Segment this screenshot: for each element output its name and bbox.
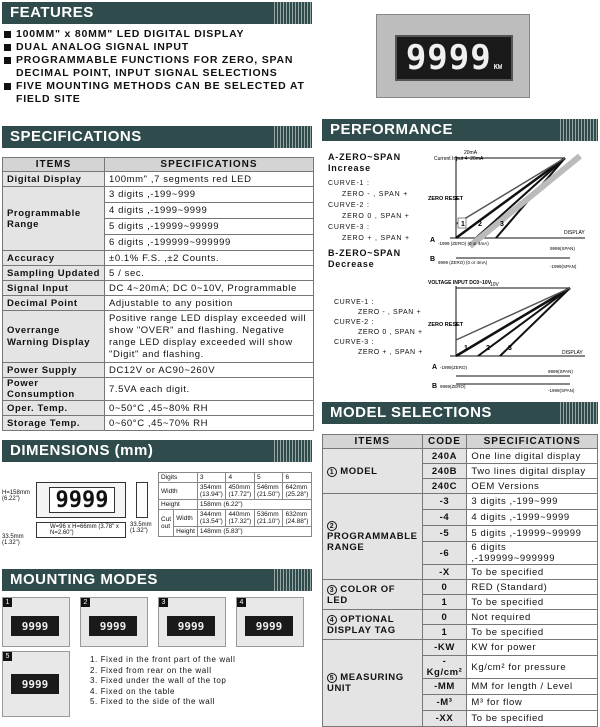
dim-cut-height-label: Height — [174, 527, 198, 537]
mounting-mode-4 — [236, 597, 304, 647]
curve-text: CURVE-3 : — [328, 224, 370, 231]
model-spec: KW for power — [467, 640, 598, 656]
model-spec: M³ for flow — [467, 695, 598, 711]
mounting-mode-2 — [80, 597, 148, 647]
svg-text:3: 3 — [508, 345, 512, 352]
g2-zero-reset: ZERO RESET — [428, 322, 464, 328]
svg-text:B: B — [430, 256, 436, 263]
spec-item: Decimal Point — [3, 296, 105, 311]
model-group-range — [323, 494, 423, 580]
group-num: 4 — [327, 615, 337, 625]
model-code: -MM — [422, 679, 467, 695]
curve-text: ZERO 0 , SPAN + — [342, 213, 410, 220]
dim-digit: 4 — [226, 473, 255, 483]
group-num: 1 — [327, 467, 337, 477]
g1-y-title: Current Input 4~20mA — [434, 156, 484, 162]
performance-text-b — [334, 298, 434, 358]
svg-text:B: B — [432, 383, 438, 390]
features-header — [2, 2, 312, 24]
dim-width: 546mm (21.50") — [254, 483, 283, 500]
model-spec: To be specified — [467, 595, 598, 610]
spec-item: Sampling Updated — [3, 266, 105, 281]
g1-display: DISPLAY — [564, 230, 585, 236]
model-code: -M³ — [422, 695, 467, 711]
model-code: -5 — [422, 526, 467, 542]
dim-cut-width: 632mm (24.88") — [283, 510, 312, 527]
curve-text: ZERO + , SPAN + — [358, 349, 423, 356]
spec-value: DC 4~20mA; DC 0~10V, Programmable — [105, 281, 314, 296]
dim-cutout-label: Cut out — [159, 510, 174, 537]
lcd-value: 9999 — [405, 38, 492, 78]
dim-digits-label: Digits — [159, 473, 198, 483]
g1-b-span: -1999(SPAN) — [550, 264, 577, 269]
g2-y-title: VOLTAGE INPUT DC0~10V — [428, 280, 492, 286]
mounting-desc: 1. Fixed in the front part of the wall — [90, 655, 236, 664]
spec-value: DC12V or AC90~260V — [105, 363, 314, 378]
performance-text-a — [328, 152, 428, 270]
spec-value: Positive range LED display exceeded will show "OVER" and flashing. Negative range LED display exceeded will show "Digit" and flashing. — [105, 311, 314, 363]
model-spec: OEM Versions — [467, 479, 598, 494]
model-code: -XX — [422, 711, 467, 727]
model-spec: 6 digits ,-199999~999999 — [467, 542, 598, 565]
dim-width-label: Width — [159, 483, 198, 500]
curve-text: CURVE-2 : — [328, 202, 370, 209]
model-code: 1 — [422, 595, 467, 610]
mounting-desc: 5. Fixed to the side of the wall — [90, 697, 216, 706]
group-label: MODEL — [340, 465, 378, 477]
mode-lcd — [167, 616, 215, 636]
mounting-modes-header — [2, 569, 312, 591]
product-display-frame — [376, 14, 530, 98]
dim-width: 354mm (13.94") — [197, 483, 226, 500]
model-group-color — [323, 580, 423, 610]
model-code: -4 — [422, 510, 467, 526]
svg-text:1: 1 — [464, 345, 468, 352]
spec-value: 3 digits ,-199~999 — [105, 187, 314, 203]
g2-b-axis: 9999(ZERO) — [440, 384, 466, 389]
dim-cut-height: 148mm (5.83") — [197, 527, 311, 537]
svg-text:1: 1 — [461, 221, 465, 228]
mounting-mode-5 — [2, 651, 70, 717]
dim-depth-side-label: 33.5mm (1.32") — [130, 522, 152, 534]
model-code: 1 — [422, 625, 467, 640]
dim-digit: 6 — [283, 473, 312, 483]
mode-lcd-value: 9999 — [255, 619, 283, 633]
mode-lcd — [89, 616, 137, 636]
mounting-modes-title: MOUNTING MODES — [10, 571, 158, 588]
feature-item: 100MM" x 80MM" LED DIGITAL DISPLAY — [4, 28, 324, 41]
mode-number: 3 — [159, 598, 168, 607]
model-spec: MM for length / Level — [467, 679, 598, 695]
mode-lcd-value: 9999 — [99, 619, 127, 633]
curve-text: CURVE-1 : — [334, 299, 374, 306]
g2-a-span: 9999(SPAN) — [548, 369, 573, 374]
curve-text: CURVE-1 : — [328, 180, 370, 187]
spec-value: 0~50°C ,45~80% RH — [105, 401, 314, 416]
dim-digit: 5 — [254, 473, 283, 483]
model-group-model — [323, 449, 423, 494]
dim-height-row-label: Height — [159, 500, 198, 510]
dim-cut-width-label: Width — [174, 510, 198, 527]
zero-span-decrease-label: B-ZERO~SPAN Decrease — [328, 248, 401, 269]
dim-width: 450mm (17.72") — [226, 483, 255, 500]
specifications-header — [2, 126, 312, 148]
feature-item: DUAL ANALOG SIGNAL INPUT — [4, 41, 324, 54]
spec-col-items: ITEMS — [3, 158, 105, 172]
spec-item: Overrange Warning Display — [3, 311, 105, 363]
performance-title: PERFORMANCE — [330, 121, 454, 138]
model-col-code: CODE — [422, 435, 467, 449]
model-col-items: ITEMS — [323, 435, 423, 449]
svg-text:2: 2 — [486, 345, 490, 352]
model-selections-header — [322, 402, 598, 424]
group-label: MEASURING UNIT — [327, 672, 404, 694]
model-code: -6 — [422, 542, 467, 565]
model-spec: RED (Standard) — [467, 580, 598, 595]
dim-cut-width: 344mm (13.54") — [197, 510, 226, 527]
mounting-mode-3 — [158, 597, 226, 647]
spec-item: Power Supply — [3, 363, 105, 378]
curve-text: CURVE-3 : — [334, 339, 374, 346]
spec-item: Signal Input — [3, 281, 105, 296]
dimension-drawing — [2, 468, 158, 558]
mode-lcd-value: 9999 — [177, 619, 205, 633]
model-code: 240C — [422, 479, 467, 494]
g1-b-axis: 9999 (ZERO) (0 or 4mA) — [438, 260, 488, 265]
g2-b-span: -1999(SPAN) — [548, 388, 575, 393]
svg-text:A: A — [432, 364, 438, 371]
curve-text: ZERO - , SPAN + — [358, 309, 422, 316]
mode-lcd — [11, 674, 59, 694]
model-code: 0 — [422, 610, 467, 625]
dim-cutout-label: W=96 x H=66mm (3.78" x N=2.60") — [50, 524, 119, 536]
spec-item: Programmable Range — [3, 187, 105, 251]
mounting-desc: 2. Fixed from rear on the wall — [90, 665, 212, 675]
svg-text:2: 2 — [478, 221, 482, 228]
model-group-tag — [323, 610, 423, 640]
model-spec: Not required — [467, 610, 598, 625]
mode-number: 4 — [237, 598, 246, 607]
spec-col-specs: SPECIFICATIONS — [105, 158, 314, 172]
current-input-graph — [420, 146, 598, 270]
dim-depth-label: 33.5mm (1.32") — [2, 534, 24, 546]
spec-value: ±0.1% F.S. ,±2 Counts. — [105, 251, 314, 266]
mode-lcd — [245, 616, 293, 636]
mode-number: 1 — [3, 598, 12, 607]
model-code: -KW — [422, 640, 467, 656]
features-title: FEATURES — [10, 4, 94, 21]
mode-lcd-value: 9999 — [21, 619, 49, 633]
mode-lcd-value: 9999 — [21, 677, 49, 691]
model-selections-table — [322, 434, 598, 727]
model-spec: 3 digits ,-199~999 — [467, 494, 598, 510]
model-code: 240A — [422, 449, 467, 464]
feature-item: FIVE MOUNTING METHODS CAN BE SELECTED AT FIELD SITE — [4, 80, 324, 106]
model-spec: 4 digits ,-1999~9999 — [467, 510, 598, 526]
g2-display: DISPLAY — [562, 350, 583, 356]
model-spec: To be specified — [467, 625, 598, 640]
model-spec: One line digital display — [467, 449, 598, 464]
g2-top-label: 10V — [490, 282, 499, 288]
g1-zero-reset: ZERO RESET — [428, 196, 464, 202]
spec-value: 0~60°C ,45~70% RH — [105, 416, 314, 431]
specifications-table — [2, 157, 314, 431]
panel-outline — [36, 482, 126, 518]
g1-a-span: 9999(SPAN) — [550, 246, 575, 251]
group-label: OPTIONAL DISPLAY TAG — [327, 613, 396, 636]
spec-value: 5 / sec. — [105, 266, 314, 281]
group-num: 2 — [327, 521, 337, 531]
mounting-desc: 4. Fixed on the table — [90, 686, 176, 696]
model-code: -X — [422, 565, 467, 580]
model-group-unit — [323, 640, 423, 727]
mounting-desc: 3. Fixed under the wall of the top — [90, 676, 227, 685]
spec-value: 6 digits ,-199999~999999 — [105, 235, 314, 251]
svg-text:A: A — [430, 237, 436, 244]
model-spec: To be specified — [467, 565, 598, 580]
dim-cut-width: 536mm (21.10") — [254, 510, 283, 527]
performance-header — [322, 119, 598, 141]
dimensions-table — [158, 472, 312, 537]
svg-text:3: 3 — [500, 221, 504, 228]
spec-value: Adjustable to any position — [105, 296, 314, 311]
model-code: 240B — [422, 464, 467, 479]
model-spec: Two lines digital display — [467, 464, 598, 479]
specifications-title: SPECIFICATIONS — [10, 128, 142, 145]
product-lcd — [395, 35, 513, 81]
curve-text: ZERO + , SPAN + — [342, 235, 410, 242]
model-code: 0 — [422, 580, 467, 595]
g1-a-axis: -1999 (ZERO) (0 or 4mA) — [438, 241, 489, 246]
model-spec: To be specified — [467, 711, 598, 727]
spec-value: 5 digits ,-19999~99999 — [105, 219, 314, 235]
spec-item: Oper. Temp. — [3, 401, 105, 416]
voltage-input-graph — [420, 278, 598, 394]
spec-item: Accuracy — [3, 251, 105, 266]
spec-value: 7.5VA each digit. — [105, 378, 314, 401]
dimension-lcd — [49, 487, 115, 513]
spec-item: Storage Temp. — [3, 416, 105, 431]
mode-number: 5 — [3, 652, 12, 661]
spec-item: Digital Display — [3, 172, 105, 187]
mode-number: 2 — [81, 598, 90, 607]
mounting-descriptions — [90, 655, 236, 708]
feature-item: PROGRAMMABLE FUNCTIONS FOR ZERO, SPAN DECIMAL POINT, INPUT SIGNAL SELECTIONS — [4, 54, 324, 80]
g1-top-label: 20mA — [464, 150, 478, 156]
dim-digit: 3 — [197, 473, 226, 483]
group-num: 5 — [327, 673, 337, 683]
model-spec: Kg/cm² for pressure — [467, 656, 598, 679]
lcd-unit: KW — [493, 63, 503, 71]
g2-a-axis: -1999(ZERO) — [440, 365, 468, 370]
spec-item: Power Consumption — [3, 378, 105, 401]
zero-span-increase-label: A-ZERO~SPAN Increase — [328, 152, 401, 173]
model-spec: 5 digits ,-19999~99999 — [467, 526, 598, 542]
dim-height-label: H=158mm (6.22") — [2, 490, 30, 502]
model-col-specs: SPECIFICATIONS — [467, 435, 598, 449]
curve-text: CURVE-2 : — [334, 319, 374, 326]
dimensions-title: DIMENSIONS (mm) — [10, 442, 154, 459]
spec-value: 100mm" ,7 segments red LED — [105, 172, 314, 187]
dim-width: 642mm (25.28") — [283, 483, 312, 500]
group-label: COLOR OF LED — [327, 583, 396, 606]
curve-text: ZERO - , SPAN + — [342, 191, 409, 198]
spec-value: 4 digits ,-1999~9999 — [105, 203, 314, 219]
features-list — [4, 28, 324, 106]
model-code: -Kg/cm² — [422, 656, 467, 679]
group-label: PROGRAMMABLE RANGE — [327, 531, 418, 553]
curve-text: ZERO 0 , SPAN + — [358, 329, 423, 336]
dim-height: 158mm (6.22") — [197, 500, 311, 510]
group-num: 3 — [327, 585, 337, 595]
model-selections-title: MODEL SELECTIONS — [330, 404, 492, 421]
side-profile — [136, 482, 148, 518]
model-code: -3 — [422, 494, 467, 510]
dimension-lcd-value: 9999 — [55, 487, 109, 513]
dim-cut-width: 440mm (17.32") — [226, 510, 255, 527]
dimensions-header — [2, 440, 312, 462]
mode-lcd — [11, 616, 59, 636]
mounting-mode-1 — [2, 597, 70, 647]
